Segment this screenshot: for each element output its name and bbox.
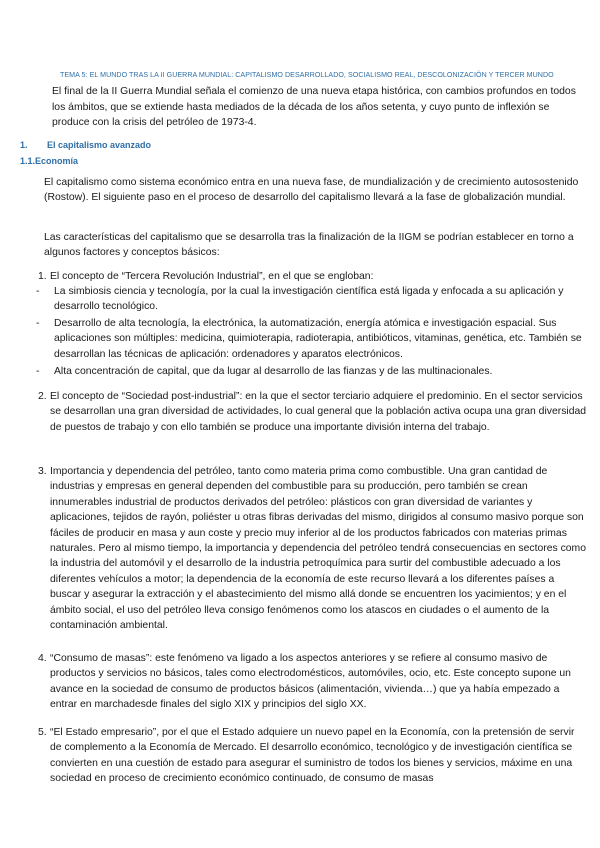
list-text: “Consumo de masas”: este fenómeno va ligado a los aspectos anteriores y se refiere al consumo masivo de productos y servicios no básicos, tales como electrodomésticos, automóviles, ocio, etc. Este concepto supone un avance en la sociedad de consumo de productos básicos (alimentación, vivienda…) que ya había empezado a entrar en marchadesde finales del siglo XIX y principios del siglo XX. [50,653,571,711]
list-item [38,725,588,787]
list-number: 2. [38,391,47,402]
list-number: 5. [38,727,47,738]
list-text: El concepto de “Sociedad post-industrial”: en la que el sector terciario adquiere el predominio. En el sector servicios se desarrollan una gran diversidad de actividades, lo cual general que la población activa ocupa una gran diversidad de puestos de trabajo y con ello también se produce una importante división interna del trabajo. [50,391,587,433]
paragraph-capitalism: El capitalismo como sistema económico entra en una nueva fase, de mundialización y de crecimiento autosostenido (Rostow). El siguiente paso en el proceso de desarrollo del capitalismo llevará a la fase de globalización mundial. [44,177,579,204]
list-item [38,389,588,435]
sub-list-item [36,364,588,379]
list-text: “El Estado empresario”, por el que el Estado adquiere un nuevo papel en la Economía, con la pretensión de servir de complemento a la Economía de Mercado. El desarrollo económico, tecnológico y de investigación científica se convierten en una cuestión de estado para asegurar el suministro de todos los bienes y servicios, máxime en una sociedad en proceso de crecimiento económico continuado, de consumo de masas [50,727,575,785]
intro-paragraph: El final de la II Guerra Mundial señala el comienzo de una nueva etapa histórica, con cambios profundos en todos los ámbitos, que se extiende hasta mediados de la década de los años setenta, y cuyo punto de inflexión se produce con la crisis del petróleo de 1973-4. [52,86,576,129]
sub-list-text: Alta concentración de capital, que da lugar al desarrollo de las fianzas y de las multinacionales. [54,366,493,377]
list-text: El concepto de “Tercera Revolución Industrial”, en el que se engloban: [50,271,374,282]
list-number: 3. [38,466,47,477]
sub-list-text: La simbiosis ciencia y tecnología, por la cual la investigación científica está ligada y enfocada a su aplicación y desarrollo tecnológico. [54,286,564,313]
list-number: 1. [38,271,47,282]
sub-list-item [36,316,588,362]
dash-bullet: - [36,366,40,377]
dash-bullet: - [36,318,40,329]
list-item [38,269,588,284]
list-number: 4. [38,653,47,664]
sub-list-item [36,284,588,315]
list-item [38,651,588,713]
running-header: TEMA 5: EL MUNDO TRAS LA II GUERRA MUNDIAL: CAPITALISMO DESARROLLADO, SOCIALISMO REAL, DESCOLONIZACIÓN Y TERCER MUNDO [60,71,554,79]
section-title: El capitalismo avanzado [47,140,152,150]
subsection-heading: 1.1.Economía [20,156,79,166]
list-text: Importancia y dependencia del petróleo, tanto como materia prima como combustible. Una gran cantidad de industrias y empresas en general dependen del combustible para su producción, pero también se crean innumerables industrial de productos derivados del petróleo: plásticos con gran diversidad de variantes y aplicaciones, tejidos de rayón, poliéster u otras fibras derivadas del mismo, dirigidos al consumo masivo porque son fáciles de producir en masa y aun coste y precio muy inferior al de los productos fabricados con materias primas naturales. Pero al mismo tiempo, la importancia y dependencia del petróleo tendrá consecuencias en sectores como la industria del automóvil y el desarrollo de la industria petroquímica para surtir del combustible adecuado a los diferentes vehículos a motor; la dependencia de la economía de este recurso llevará a los diferentes países a buscar y asegurar la extracción y el abastecimiento del mismo allá donde se encuentren los yacimientos; y en el ámbito social, el uso del petróleo lleva consigo fenómenos como los atascos en ciudades o el aumento de la contaminación ambiental. [50,466,586,632]
list-item [38,464,588,633]
sub-list-text: Desarrollo de alta tecnología, la electrónica, la automatización, energía atómica e investigación espacial. Sus aplicaciones son múltiples: medicina, quimioterapia, radioterapia, antibióticos, vitaminas, genética, etc. También se desarrollan las técnicas de aplicación: ordenadores y aparatos electrónicos. [54,318,582,360]
dash-bullet: - [36,286,40,297]
section-number: 1. [20,140,28,150]
section-heading [20,140,151,150]
paragraph-characteristics: Las características del capitalismo que se desarrolla tras la finalización de la IIGM se podrían establecer en torno a algunos factores y conceptos básicos: [44,232,574,259]
